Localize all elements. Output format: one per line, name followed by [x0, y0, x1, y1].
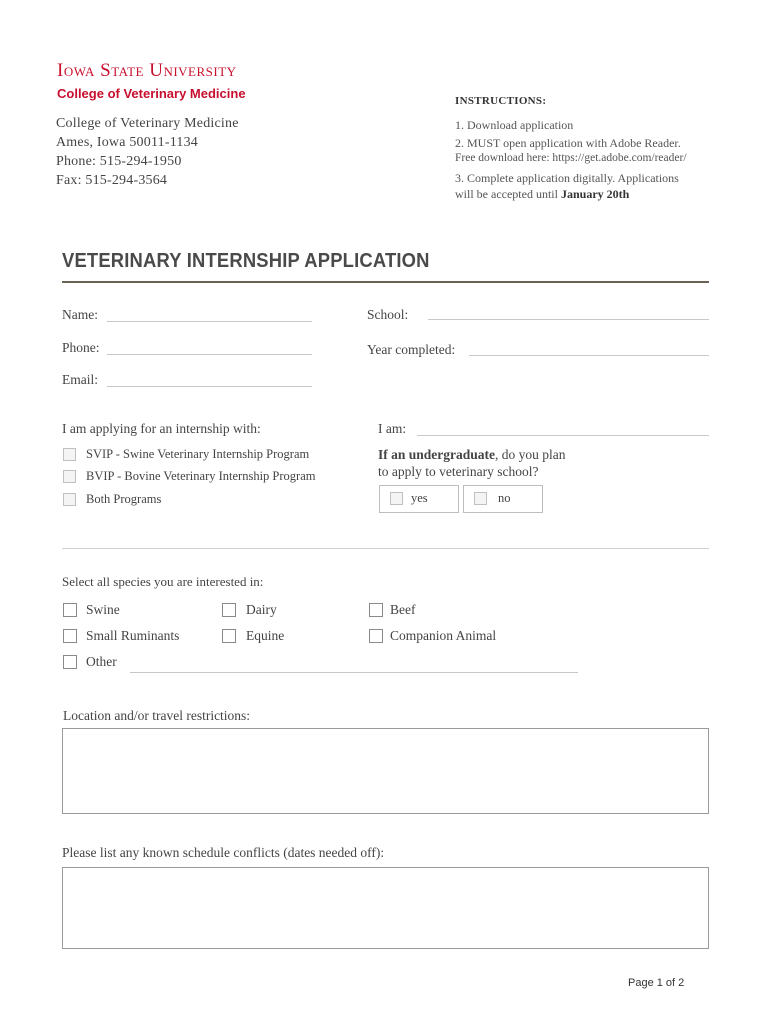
- instruction-step-3: 3. Complete application digitally. Applications: [455, 171, 679, 185]
- location-textarea[interactable]: [62, 728, 709, 814]
- both-programs-option-label: Both Programs: [86, 492, 162, 506]
- other-label: Other: [86, 654, 117, 669]
- no-label: no: [498, 491, 511, 505]
- contact-address: Ames, Iowa 50011-1134: [56, 135, 198, 150]
- title-divider: [62, 281, 709, 283]
- contact-college: College of Veterinary Medicine: [56, 116, 239, 131]
- other-checkbox[interactable]: [63, 655, 77, 669]
- contact-fax: Fax: 515-294-3564: [56, 173, 168, 188]
- other-species-field[interactable]: [130, 672, 578, 673]
- swine-label: Swine: [86, 602, 120, 617]
- email-label: Email:: [62, 372, 98, 387]
- instruction-step-1: 1. Download application: [455, 118, 574, 132]
- undergrad-question-rest: , do you plan: [495, 447, 566, 462]
- yes-label: yes: [411, 491, 428, 505]
- name-label: Name:: [62, 307, 98, 322]
- instructions-heading: INSTRUCTIONS:: [455, 95, 547, 107]
- svip-checkbox[interactable]: [63, 448, 76, 461]
- bvip-checkbox[interactable]: [63, 470, 76, 483]
- bvip-option-label: BVIP - Bovine Veterinary Internship Program: [86, 469, 316, 483]
- school-label: School:: [367, 307, 409, 322]
- name-field[interactable]: [107, 321, 312, 322]
- college-logo-subtitle: College of Veterinary Medicine: [57, 86, 246, 101]
- phone-field[interactable]: [107, 354, 312, 355]
- deadline-date: January 20th: [560, 187, 630, 201]
- email-field[interactable]: [107, 386, 312, 387]
- instruction-step-2-download: Free download here: https://get.adobe.com/reader/: [455, 152, 687, 164]
- undergrad-question: [378, 446, 618, 480]
- small-ruminants-checkbox[interactable]: [63, 629, 77, 643]
- equine-label: Equine: [246, 628, 285, 643]
- contact-phone: Phone: 515-294-1950: [56, 154, 182, 169]
- form-title: VETERINARY INTERNSHIP APPLICATION: [62, 250, 430, 272]
- section-divider: [62, 548, 709, 549]
- yes-checkbox[interactable]: [390, 492, 403, 505]
- page-number: Page 1 of 2: [628, 977, 685, 989]
- instruction-step-3-deadline: [455, 187, 629, 202]
- swine-checkbox[interactable]: [63, 603, 77, 617]
- i-am-label: I am:: [378, 421, 407, 436]
- year-completed-field[interactable]: [469, 355, 709, 356]
- schedule-label: Please list any known schedule conflicts (dates needed off):: [62, 845, 385, 860]
- phone-label: Phone:: [62, 340, 100, 355]
- dairy-checkbox[interactable]: [222, 603, 236, 617]
- both-programs-checkbox[interactable]: [63, 493, 76, 506]
- i-am-field[interactable]: [417, 435, 709, 436]
- svip-option-label: SVIP - Swine Veterinary Internship Program: [86, 447, 310, 461]
- internship-label: I am applying for an internship with:: [62, 421, 261, 436]
- school-field[interactable]: [428, 319, 709, 320]
- undergrad-question-bold: If an undergraduate: [378, 447, 496, 462]
- beef-checkbox[interactable]: [369, 603, 383, 617]
- year-completed-label: Year completed:: [367, 342, 456, 357]
- equine-checkbox[interactable]: [222, 629, 236, 643]
- location-label: Location and/or travel restrictions:: [63, 708, 251, 723]
- small-ruminants-label: Small Ruminants: [86, 628, 180, 643]
- companion-animal-label: Companion Animal: [390, 628, 497, 643]
- deadline-prefix: will be accepted until: [455, 187, 561, 201]
- no-checkbox[interactable]: [474, 492, 487, 505]
- species-label: Select all species you are interested in:: [62, 574, 264, 589]
- instruction-step-2: 2. MUST open application with Adobe Reader.: [455, 136, 681, 150]
- university-logo-title: Iowa State University: [57, 60, 237, 81]
- beef-label: Beef: [390, 602, 416, 617]
- schedule-textarea[interactable]: [62, 867, 709, 949]
- dairy-label: Dairy: [246, 602, 277, 617]
- undergrad-question-line2: to apply to veterinary school?: [378, 464, 539, 479]
- companion-animal-checkbox[interactable]: [369, 629, 383, 643]
